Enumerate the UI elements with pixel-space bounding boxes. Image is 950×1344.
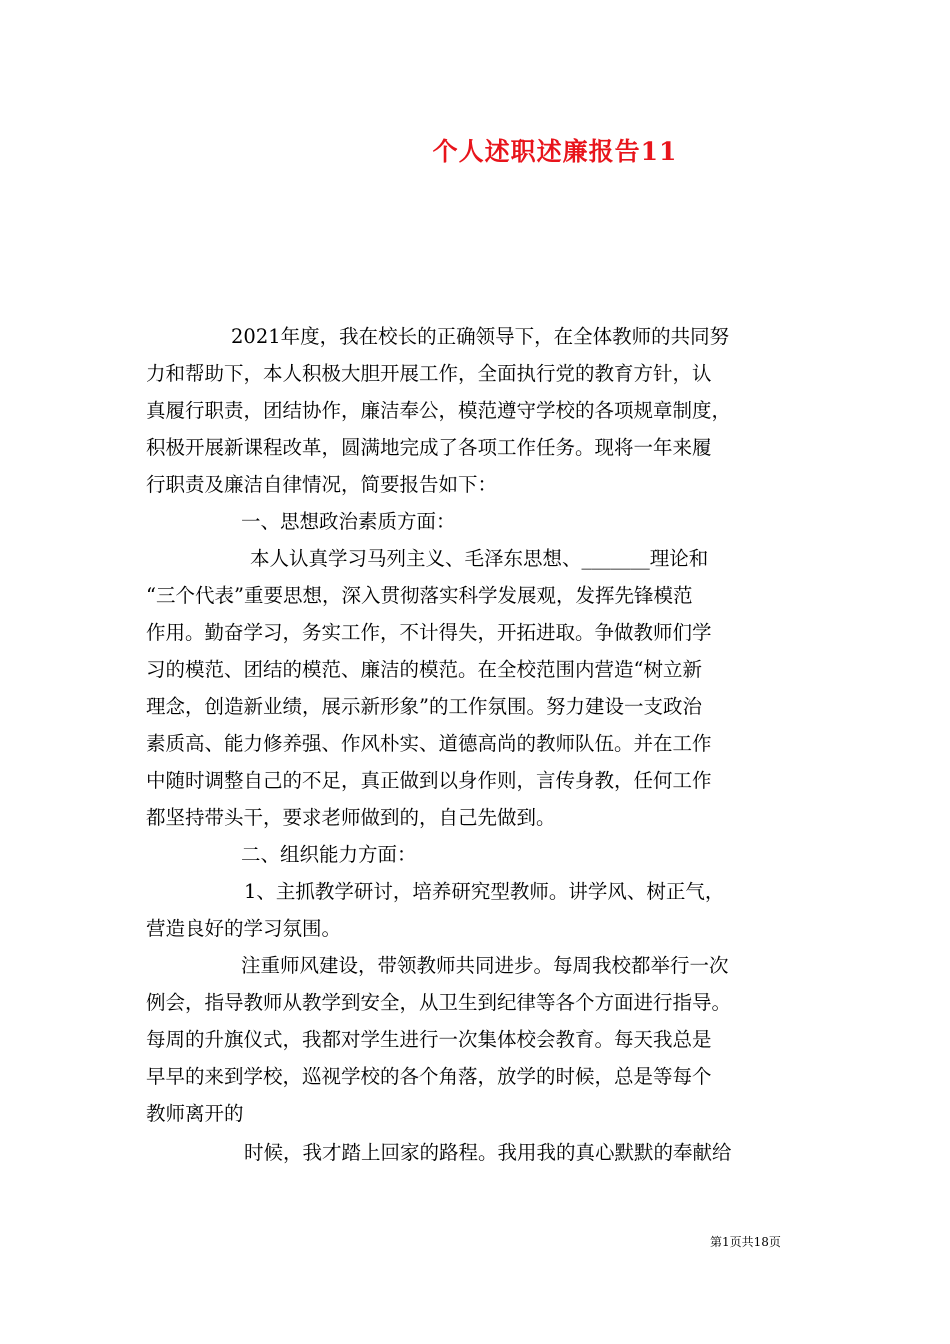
body-line: 教师离开的 [146, 1102, 244, 1125]
body-line: 1、主抓教学研讨，培养研究型教师。讲学风、树正气， [244, 880, 725, 903]
document-title: 个人述职述廉报告11 [432, 137, 678, 166]
body-line: 积极开展新课程改革，圆满地完成了各项工作任务。现将一年来履 [146, 436, 712, 459]
section-heading: 一、思想政治素质方面： [241, 510, 456, 533]
body-line: 每周的升旗仪式，我都对学生进行一次集体校会教育。每天我总是 [146, 1028, 712, 1051]
body-line: 习的模范、团结的模范、廉洁的模范。在全校范围内营造“树立新 [146, 658, 702, 681]
body-line: 时候，我才踏上回家的路程。我用我的真心默默的奉献给 [244, 1141, 732, 1164]
body-line: 早早的来到学校，巡视学校的各个角落，放学的时候，总是等每个 [146, 1065, 712, 1088]
body-line: 真履行职责，团结协作，廉洁奉公，模范遵守学校的各项规章制度， [146, 399, 732, 422]
page-footer: 第1页共18页 [710, 1235, 781, 1249]
body-line: 本人认真学习马列主义、毛泽东思想、_______理论和 [250, 547, 709, 570]
body-line: “三个代表”重要思想，深入贯彻落实科学发展观，发挥先锋模范 [146, 584, 693, 607]
body-line: 营造良好的学习氛围。 [146, 917, 342, 940]
body-line: 作用。勤奋学习，务实工作，不计得失，开拓进取。争做教师们学 [146, 621, 712, 644]
body-line: 中随时调整自己的不足，真正做到以身作则，言传身教，任何工作 [146, 769, 712, 792]
body-line: 例会，指导教师从教学到安全，从卫生到纪律等各个方面进行指导。 [146, 991, 732, 1014]
body-line: 行职责及廉洁自律情况，简要报告如下： [146, 473, 498, 496]
body-line: 注重师风建设，带领教师共同进步。每周我校都举行一次 [241, 954, 729, 977]
body-line: 理念，创造新业绩，展示新形象”的工作氛围。努力建设一支政治 [146, 695, 702, 718]
body-line: 素质高、能力修养强、作风朴实、道德高尚的教师队伍。并在工作 [146, 732, 712, 755]
body-line: 2021年度，我在校长的正确领导下，在全体教师的共同努 [231, 325, 730, 348]
body-line: 都坚持带头干，要求老师做到的，自己先做到。 [146, 806, 556, 829]
section-heading: 二、组织能力方面： [241, 843, 417, 866]
body-line: 力和帮助下，本人积极大胆开展工作，全面执行党的教育方针，认 [146, 362, 712, 385]
